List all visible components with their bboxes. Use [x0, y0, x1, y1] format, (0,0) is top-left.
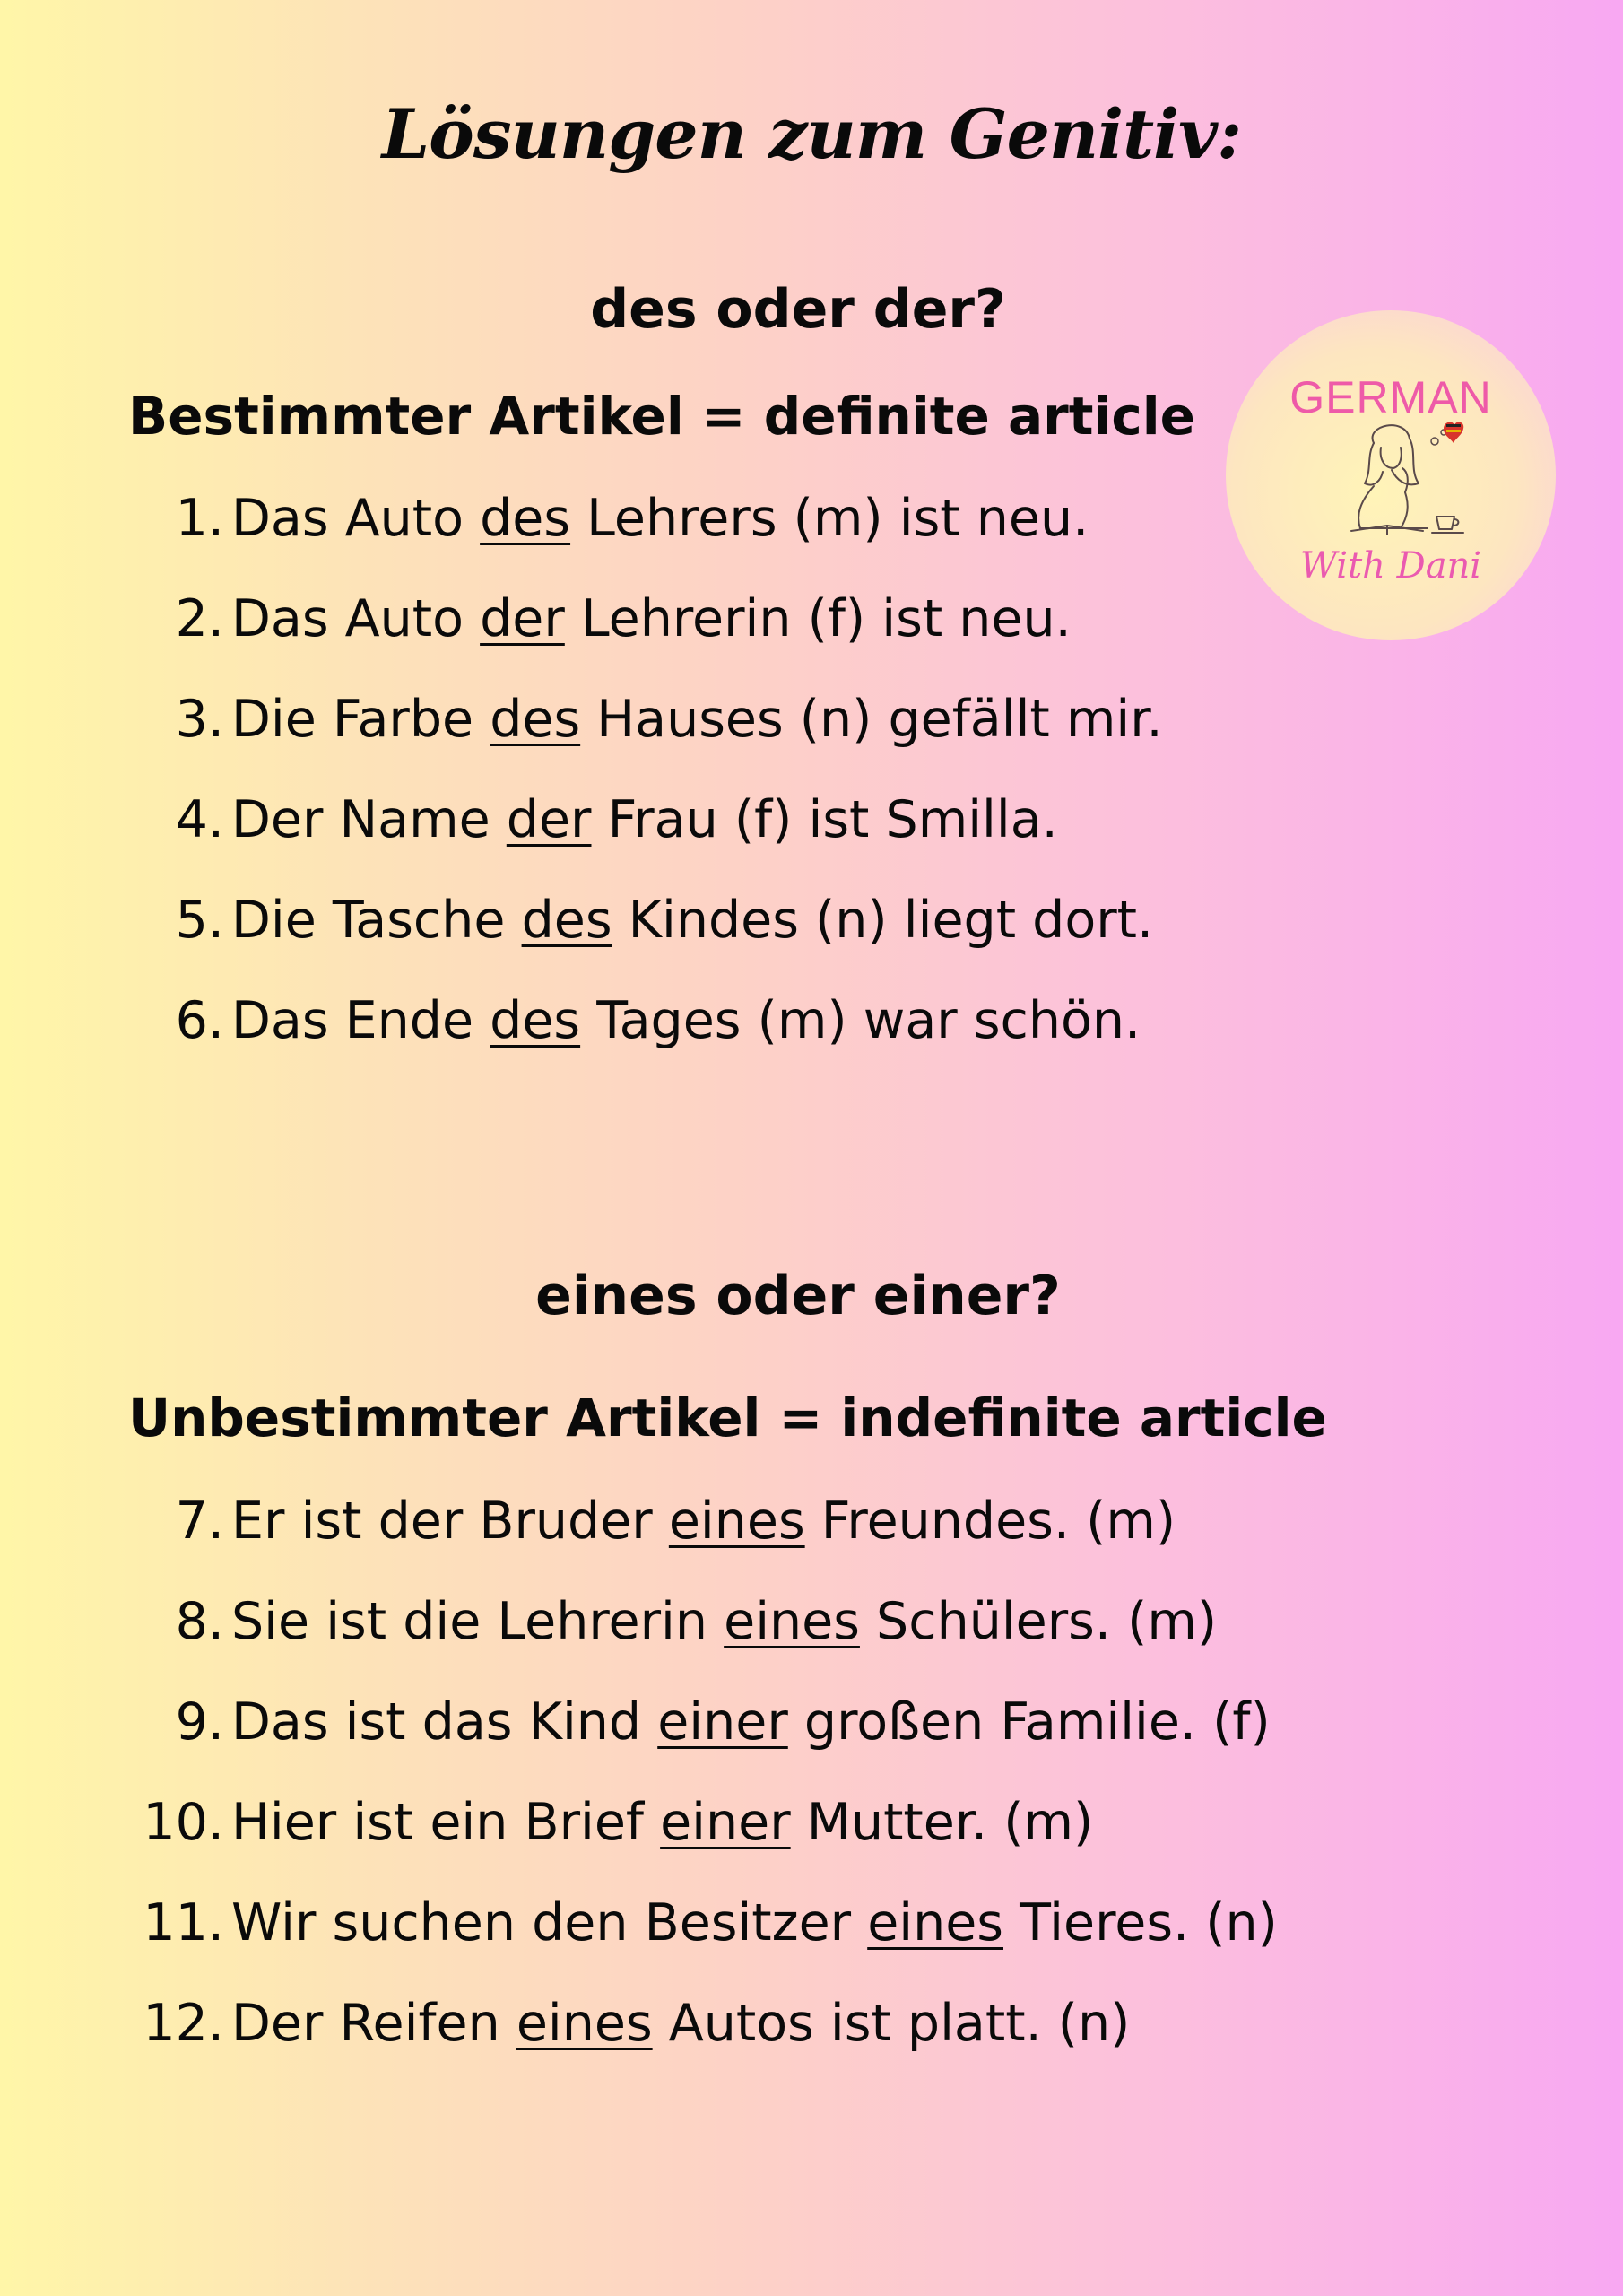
exercise-number: 11.: [143, 1893, 224, 1952]
exercise-number: 2.: [175, 589, 224, 648]
answer-article: der: [506, 790, 592, 849]
exercise-sentence: Die Tasche des Kindes (n) liegt dort.: [231, 891, 1154, 950]
exercise-number: 1.: [175, 489, 224, 548]
exercise-item: [0, 1893, 1435, 1994]
exercise-sentence: Das Auto der Lehrerin (f) ist neu.: [231, 589, 1072, 648]
exercise-item: [0, 1994, 1435, 2094]
exercise-sentence: Das Ende des Tages (m) war schön.: [231, 991, 1141, 1050]
logo-word: GERMAN: [1289, 372, 1492, 422]
answer-article: einer: [657, 1692, 788, 1752]
section-1-subtitle: Bestimmter Artikel = definite article: [128, 386, 1195, 447]
exercise-number: 3.: [175, 690, 224, 749]
exercise-item: [0, 1793, 1435, 1893]
page-title: Lösungen zum Genitiv:: [381, 94, 1242, 174]
section-1-question: des oder der?: [590, 278, 1006, 341]
answer-article: des: [480, 489, 571, 548]
section-1-exercise-list: [0, 489, 1255, 1091]
exercise-number: 4.: [175, 790, 224, 849]
exercise-number: 10.: [143, 1793, 224, 1852]
exercise-number: 6.: [175, 991, 224, 1050]
answer-article: eines: [668, 1492, 805, 1551]
section-2-subtitle: Unbestimmter Artikel = indefinite article: [128, 1387, 1327, 1448]
exercise-sentence: Der Name der Frau (f) ist Smilla.: [231, 790, 1058, 849]
section-2-question: eines oder einer?: [535, 1265, 1061, 1327]
exercise-item: [0, 790, 1255, 891]
exercise-sentence: Er ist der Bruder eines Freundes. (m): [231, 1492, 1176, 1551]
woman-reading-logo-icon: [1320, 416, 1472, 551]
german-with-dani-logo: [1226, 310, 1556, 640]
answer-article: des: [490, 991, 581, 1050]
exercise-sentence: Sie ist die Lehrerin eines Schülers. (m): [231, 1592, 1218, 1651]
logo-script: With Dani: [1299, 545, 1482, 587]
exercise-item: [0, 489, 1255, 589]
answer-article: eines: [867, 1893, 1003, 1952]
answer-article: einer: [660, 1793, 791, 1852]
exercise-sentence: Der Reifen eines Autos ist platt. (n): [231, 1994, 1131, 2053]
exercise-sentence: Das Auto des Lehrers (m) ist neu.: [231, 489, 1089, 548]
exercise-item: [0, 589, 1255, 690]
exercise-item: [0, 690, 1255, 790]
exercise-sentence: Hier ist ein Brief einer Mutter. (m): [231, 1793, 1094, 1852]
answer-article: des: [490, 690, 581, 749]
exercise-item: [0, 891, 1255, 991]
answer-article: des: [521, 891, 612, 950]
exercise-item: [0, 1692, 1435, 1793]
exercise-sentence: Die Farbe des Hauses (n) gefällt mir.: [231, 690, 1163, 749]
answer-article: eines: [724, 1592, 860, 1651]
exercise-number: 8.: [175, 1592, 224, 1651]
exercise-item: [0, 1492, 1435, 1592]
answer-article: eines: [516, 1994, 653, 2053]
exercise-number: 7.: [175, 1492, 224, 1551]
exercise-sentence: Wir suchen den Besitzer eines Tieres. (n): [231, 1893, 1278, 1952]
exercise-number: 12.: [143, 1994, 224, 2053]
exercise-number: 9.: [175, 1692, 224, 1752]
exercise-sentence: Das ist das Kind einer großen Familie. (f): [231, 1692, 1271, 1752]
exercise-item: [0, 1592, 1435, 1692]
answer-article: der: [480, 589, 565, 648]
exercise-item: [0, 991, 1255, 1091]
section-2-exercise-list: [0, 1492, 1435, 2094]
exercise-number: 5.: [175, 891, 224, 950]
